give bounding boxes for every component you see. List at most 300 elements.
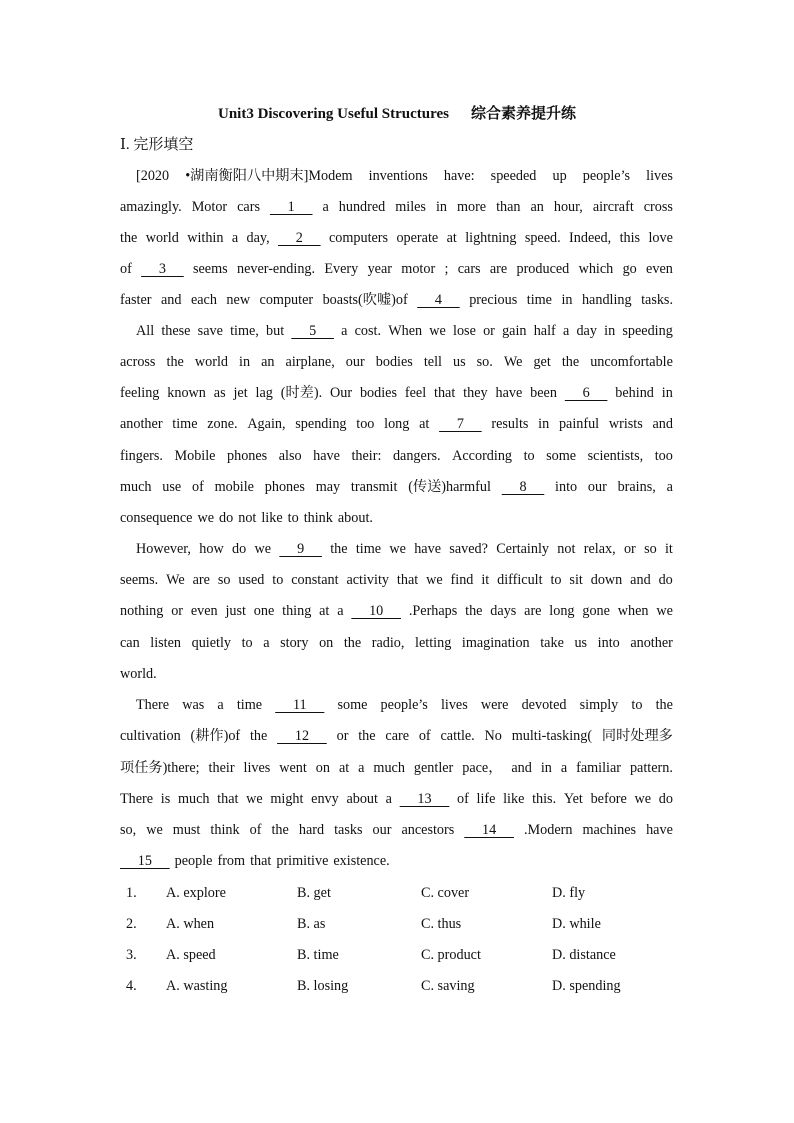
passage-word: cultivation — [120, 728, 181, 744]
passage-word: and — [160, 292, 182, 308]
passage-word: the — [343, 635, 362, 651]
passage-word: lives — [243, 760, 271, 776]
passage-word: half — [533, 323, 556, 339]
passage-word: have — [414, 541, 441, 557]
passage-word: think — [303, 510, 333, 526]
passage-word: speeding — [622, 323, 673, 339]
passage-word: airplane, — [285, 354, 335, 370]
passage-word: too — [654, 448, 673, 464]
option-b: B. time — [297, 947, 339, 963]
passage-line — [136, 539, 673, 559]
passage-word: hour, — [553, 199, 583, 215]
passage-line — [120, 197, 673, 217]
option-a: A. speed — [166, 947, 216, 963]
passage-word: operate — [396, 230, 439, 246]
passage-word: the — [465, 603, 483, 619]
passage-word: or — [483, 323, 495, 339]
passage-line — [120, 446, 673, 466]
passage-word: the — [358, 728, 376, 744]
passage-word: a — [341, 323, 348, 339]
option-d: D. fly — [552, 885, 586, 901]
passage-word: gone — [582, 603, 610, 619]
passage-line — [120, 820, 673, 840]
passage-word: painful — [558, 416, 600, 432]
passage-word: days — [490, 603, 517, 619]
option-row — [126, 914, 686, 934]
passage-word: one — [253, 603, 275, 619]
passage-word: long — [549, 603, 575, 619]
passage-word: our — [372, 822, 392, 838]
passage-line — [120, 259, 673, 279]
passage-word: story — [280, 635, 309, 651]
passage-word: multi-tasking( — [511, 728, 593, 744]
passage-word: computers — [328, 230, 389, 246]
passage-word: the — [561, 354, 580, 370]
passage-word: known — [167, 385, 206, 401]
passage-word: we — [426, 572, 443, 588]
passage-word: use — [162, 479, 182, 495]
passage-word: to — [523, 448, 535, 464]
passage-word: No — [484, 728, 502, 744]
passage-word: our — [587, 479, 607, 495]
passage-word: zone. — [207, 416, 238, 432]
passage-word: about. — [337, 510, 373, 526]
passage-word: care — [385, 728, 410, 744]
passage-line — [120, 789, 673, 809]
passage-word: it — [664, 541, 673, 557]
passage-word: thing — [282, 603, 312, 619]
passage-word: we — [246, 791, 263, 807]
passage-word: people’s — [582, 168, 631, 184]
passage-word: the — [271, 822, 289, 838]
passage-word: According — [452, 448, 513, 464]
option-row — [126, 883, 686, 903]
passage-word: computer — [259, 292, 314, 308]
passage-word: it — [481, 572, 490, 588]
passage-word: from — [217, 853, 246, 869]
passage-word: so, — [120, 822, 137, 838]
passage-word: in — [540, 760, 552, 776]
passage-word: we — [634, 791, 652, 807]
option-b: B. as — [297, 916, 326, 932]
passage-word: within — [187, 230, 224, 246]
passage-word: have — [646, 822, 673, 838]
passage-word: went — [279, 760, 307, 776]
passage-word: to — [287, 510, 299, 526]
passage-word: do — [658, 572, 673, 588]
passage-line — [120, 508, 673, 528]
passage-word: time — [526, 292, 552, 308]
passage-word: inventions — [368, 168, 428, 184]
passage-word: on — [315, 760, 330, 776]
passage-word: activity — [346, 572, 389, 588]
passage-word: us — [452, 354, 466, 370]
passage-word: like — [261, 510, 283, 526]
passage-word: seems. — [120, 572, 159, 588]
passage-word: must — [172, 822, 201, 838]
passage-word: brains, — [617, 479, 656, 495]
passage-word: sit — [569, 572, 583, 588]
option-row — [126, 945, 686, 965]
passage-word: envy — [311, 791, 339, 807]
passage-word: (耕作)of — [190, 728, 241, 744]
passage-line — [120, 477, 673, 497]
passage-word: relax, — [583, 541, 616, 557]
passage-word: an — [261, 354, 275, 370]
passage-word: produced — [516, 261, 570, 277]
passage-word: but — [266, 323, 285, 339]
passage-word: may — [315, 479, 341, 495]
passage-word: precious — [469, 292, 518, 308]
passage-word: There — [136, 697, 170, 713]
passage-word: transmit — [350, 479, 398, 495]
option-row — [126, 976, 686, 996]
passage-line — [120, 228, 673, 248]
passage-word: devoted — [521, 697, 567, 713]
passage-word: a — [385, 791, 392, 807]
passage-word: to — [272, 572, 284, 588]
passage-line — [136, 166, 673, 186]
passage-word: [2020 — [136, 168, 170, 184]
passage-word: of — [457, 791, 469, 807]
passage-word: We — [503, 354, 523, 370]
passage-word: of — [120, 261, 132, 277]
passage-word: behind — [615, 385, 654, 401]
passage-line — [120, 758, 673, 778]
passage-word: ancestors — [401, 822, 455, 838]
passage-word: lightning — [465, 230, 517, 246]
passage-word: new — [226, 292, 251, 308]
passage-word: •湖南衡阳八中期末]Modem — [185, 168, 353, 184]
passage-word: time, — [230, 323, 259, 339]
question-number: 2. — [126, 916, 137, 932]
passage-word: we — [146, 822, 163, 838]
passage-word: Every — [324, 261, 359, 277]
blank-5: 5 — [291, 323, 334, 339]
passage-word: that — [396, 572, 419, 588]
passage-word: speed. — [524, 230, 561, 246]
passage-word: .Modern — [523, 822, 573, 838]
passage-word: (传送)harmful — [408, 479, 491, 495]
passage-word: existence. — [333, 853, 390, 869]
option-a: A. when — [166, 916, 215, 932]
passage-word: in — [561, 292, 573, 308]
passage-word: have — [313, 448, 340, 464]
passage-word: to — [550, 572, 562, 588]
passage-word: When — [388, 323, 423, 339]
passage-word: results — [491, 416, 529, 432]
passage-word: our — [345, 354, 365, 370]
passage-word: that — [217, 791, 239, 807]
blank-8: 8 — [501, 479, 545, 495]
passage-word: quietly — [191, 635, 232, 651]
passage-word: when — [617, 603, 649, 619]
passage-word: Again, — [247, 416, 286, 432]
passage-word: imagination — [461, 635, 530, 651]
option-d: D. while — [552, 916, 601, 932]
passage-word: or — [623, 541, 636, 557]
passage-word: cars — [237, 199, 260, 215]
passage-word: might — [270, 791, 304, 807]
passage-word: feeling — [120, 385, 160, 401]
passage-word: Mobile — [174, 448, 216, 464]
passage-word: hard — [298, 822, 325, 838]
passage-word: the — [166, 354, 184, 370]
passage-word: world — [145, 230, 179, 246]
passage-word: and — [652, 416, 673, 432]
passage-word: lives — [646, 168, 673, 184]
passage-word: time — [236, 697, 263, 713]
passage-line — [120, 851, 673, 871]
passage-word: much — [120, 479, 152, 495]
blank-12: 12 — [277, 728, 327, 744]
passage-word: bodies — [359, 385, 397, 401]
option-d: D. distance — [552, 947, 616, 963]
blank-10: 10 — [351, 603, 401, 619]
passage-word: have — [495, 385, 523, 401]
passage-word: into — [597, 635, 620, 651]
passage-word: or — [171, 603, 184, 619]
passage-word: time — [355, 541, 382, 557]
section-heading: Ⅰ. 完形填空 — [120, 137, 194, 153]
passage-word: seems — [192, 261, 228, 277]
passage-word: too — [356, 416, 375, 432]
passage-word: Indeed, — [569, 230, 612, 246]
passage-line — [120, 570, 673, 590]
passage-word: us — [574, 635, 588, 651]
passage-word: think — [210, 822, 240, 838]
blank-13: 13 — [399, 791, 450, 807]
passage-line — [136, 695, 673, 715]
passage-word: in — [239, 354, 251, 370]
passage-word: up — [552, 168, 567, 184]
passage-word: even — [646, 261, 673, 277]
passage-word: ; — [444, 261, 449, 277]
passage-word: pattern. — [629, 760, 673, 776]
question-number: 4. — [126, 978, 137, 994]
passage-word: All — [136, 323, 155, 339]
passage-word: speeded — [490, 168, 537, 184]
passage-word: pace， — [462, 760, 503, 776]
passage-word: the — [249, 728, 268, 744]
passage-word: miles — [395, 199, 426, 215]
passage-word: another — [120, 416, 163, 432]
passage-word: a — [337, 603, 344, 619]
passage-word: aircraft — [592, 199, 634, 215]
option-c: C. saving — [421, 978, 475, 994]
passage-word: the — [120, 230, 138, 246]
passage-word: just — [225, 603, 246, 619]
passage-line — [120, 726, 673, 746]
passage-word: day — [576, 323, 597, 339]
passage-word: lose — [453, 323, 476, 339]
passage-word: gain — [502, 323, 527, 339]
passage-word: never-ending. — [236, 261, 316, 277]
passage-word: the — [655, 697, 673, 713]
passage-word: cattle. — [440, 728, 475, 744]
question-number: 1. — [126, 885, 137, 901]
passage-word: people’s — [380, 697, 428, 713]
passage-word: get — [533, 354, 551, 370]
passage-word: do — [219, 510, 234, 526]
passage-word: boasts(吹嘘)of — [322, 292, 408, 308]
passage-word: at — [419, 416, 430, 432]
option-c: C. product — [421, 947, 481, 963]
blank-15: 15 — [120, 853, 170, 869]
passage-line — [120, 290, 673, 310]
blank-9: 9 — [279, 541, 322, 557]
passage-word: motor — [401, 261, 436, 277]
passage-word: this. — [532, 791, 557, 807]
passage-word: love — [648, 230, 673, 246]
passage-word: Our — [330, 385, 353, 401]
passage-word: letting — [415, 635, 452, 651]
passage-word: tasks — [334, 822, 363, 838]
passage-word: much — [177, 791, 210, 807]
blank-2: 2 — [278, 230, 321, 246]
passage-word: each — [190, 292, 217, 308]
passage-word: radio, — [371, 635, 405, 651]
passage-word: which — [578, 261, 614, 277]
passage-word: like — [503, 791, 525, 807]
passage-word: than — [496, 199, 521, 215]
passage-word: into — [555, 479, 578, 495]
passage-word: primitive — [276, 853, 329, 869]
passage-word: a — [562, 323, 570, 339]
passage-word: were — [480, 697, 509, 713]
passage-word: uncomfortable — [590, 354, 673, 370]
passage-word: familiar — [576, 760, 621, 776]
passage-word: faster — [120, 292, 152, 308]
passage-word: scientists, — [587, 448, 644, 464]
passage-line — [136, 321, 673, 341]
passage-word: spending — [295, 416, 347, 432]
passage-word: Yet — [563, 791, 583, 807]
passage-word: are — [192, 572, 210, 588]
passage-word: phones — [264, 479, 305, 495]
passage-word: been — [530, 385, 557, 401]
passage-word: also — [278, 448, 302, 464]
passage-word: hundred — [338, 199, 386, 215]
option-d: D. spending — [552, 978, 621, 994]
blank-1: 1 — [269, 199, 313, 215]
passage-word: this — [619, 230, 641, 246]
title-chinese: 综合素养提升练 — [470, 106, 576, 122]
passage-word: dangers. — [392, 448, 441, 464]
passage-word: cross — [643, 199, 673, 215]
passage-word: lag — [255, 385, 273, 401]
title-english: Unit3 Discovering Useful Structures — [218, 106, 449, 122]
passage-word: We — [166, 572, 185, 588]
option-b: B. losing — [297, 978, 349, 994]
blank-14: 14 — [464, 822, 514, 838]
passage-word: as — [213, 385, 226, 401]
passage-word: world — [194, 354, 228, 370]
passage-word: take — [540, 635, 564, 651]
option-a: A. explore — [166, 885, 226, 901]
option-b: B. get — [297, 885, 331, 901]
page-title — [0, 102, 794, 123]
passage-word: a — [666, 479, 673, 495]
passage-word: life — [476, 791, 496, 807]
passage-word: fingers. — [120, 448, 163, 464]
passage-word: are — [489, 261, 508, 277]
passage-word: in — [435, 199, 447, 215]
passage-word: people — [174, 853, 213, 869]
passage-word: a — [263, 635, 270, 651]
passage-word: 项任务)there; — [120, 760, 200, 776]
passage-word: difficult — [497, 572, 543, 588]
passage-word: some — [337, 697, 368, 713]
passage-word: their — [208, 760, 235, 776]
passage-word: world. — [120, 666, 157, 682]
passage-word: at — [446, 230, 457, 246]
passage-word: a — [560, 760, 568, 776]
passage-word: we — [429, 323, 446, 339]
option-a: A. wasting — [166, 978, 228, 994]
passage-word: time — [172, 416, 198, 432]
passage-word: in — [538, 416, 550, 432]
passage-word: of — [249, 822, 262, 838]
passage-word: not — [557, 541, 576, 557]
passage-word: an — [530, 199, 544, 215]
passage-word: and — [630, 572, 651, 588]
passage-word: before — [590, 791, 627, 807]
blank-4: 4 — [417, 292, 460, 308]
passage-word: machines — [582, 822, 637, 838]
passage-line — [120, 414, 673, 434]
passage-word: they — [463, 385, 488, 401]
passage-word: we — [389, 541, 406, 557]
passage-line — [120, 352, 673, 372]
passage-line — [120, 601, 673, 621]
passage-word: not — [238, 510, 257, 526]
passage-word: in — [604, 323, 616, 339]
passage-word: so — [217, 572, 231, 588]
passage-word: do — [658, 791, 673, 807]
passage-word: jet — [233, 385, 248, 401]
passage-word: a — [231, 230, 239, 246]
passage-word: cost. — [354, 323, 382, 339]
passage-word: do — [232, 541, 247, 557]
passage-word: (时差). — [280, 385, 323, 401]
passage-word: day, — [246, 230, 270, 246]
blank-7: 7 — [439, 416, 482, 432]
passage-word: about — [346, 791, 378, 807]
passage-word: at — [319, 603, 330, 619]
passage-word: cars — [457, 261, 481, 277]
passage-word: even — [190, 603, 218, 619]
passage-word: find — [450, 572, 474, 588]
passage-word: are — [524, 603, 542, 619]
blank-3: 3 — [141, 261, 184, 277]
passage-word: Certainly — [496, 541, 549, 557]
passage-word: can — [120, 635, 140, 651]
passage-word: how — [199, 541, 224, 557]
passage-word: much — [373, 760, 405, 776]
passage-word: go — [622, 261, 637, 277]
question-number: 3. — [126, 947, 137, 963]
passage-word: another — [630, 635, 673, 651]
passage-word: lives — [440, 697, 468, 713]
passage-word: that — [434, 385, 456, 401]
passage-word: phones — [227, 448, 268, 464]
passage-word: a — [358, 760, 365, 776]
passage-word: down — [590, 572, 623, 588]
passage-word: 同时处理多 — [601, 728, 673, 744]
passage-word: year — [367, 261, 392, 277]
passage-word: used — [238, 572, 265, 588]
